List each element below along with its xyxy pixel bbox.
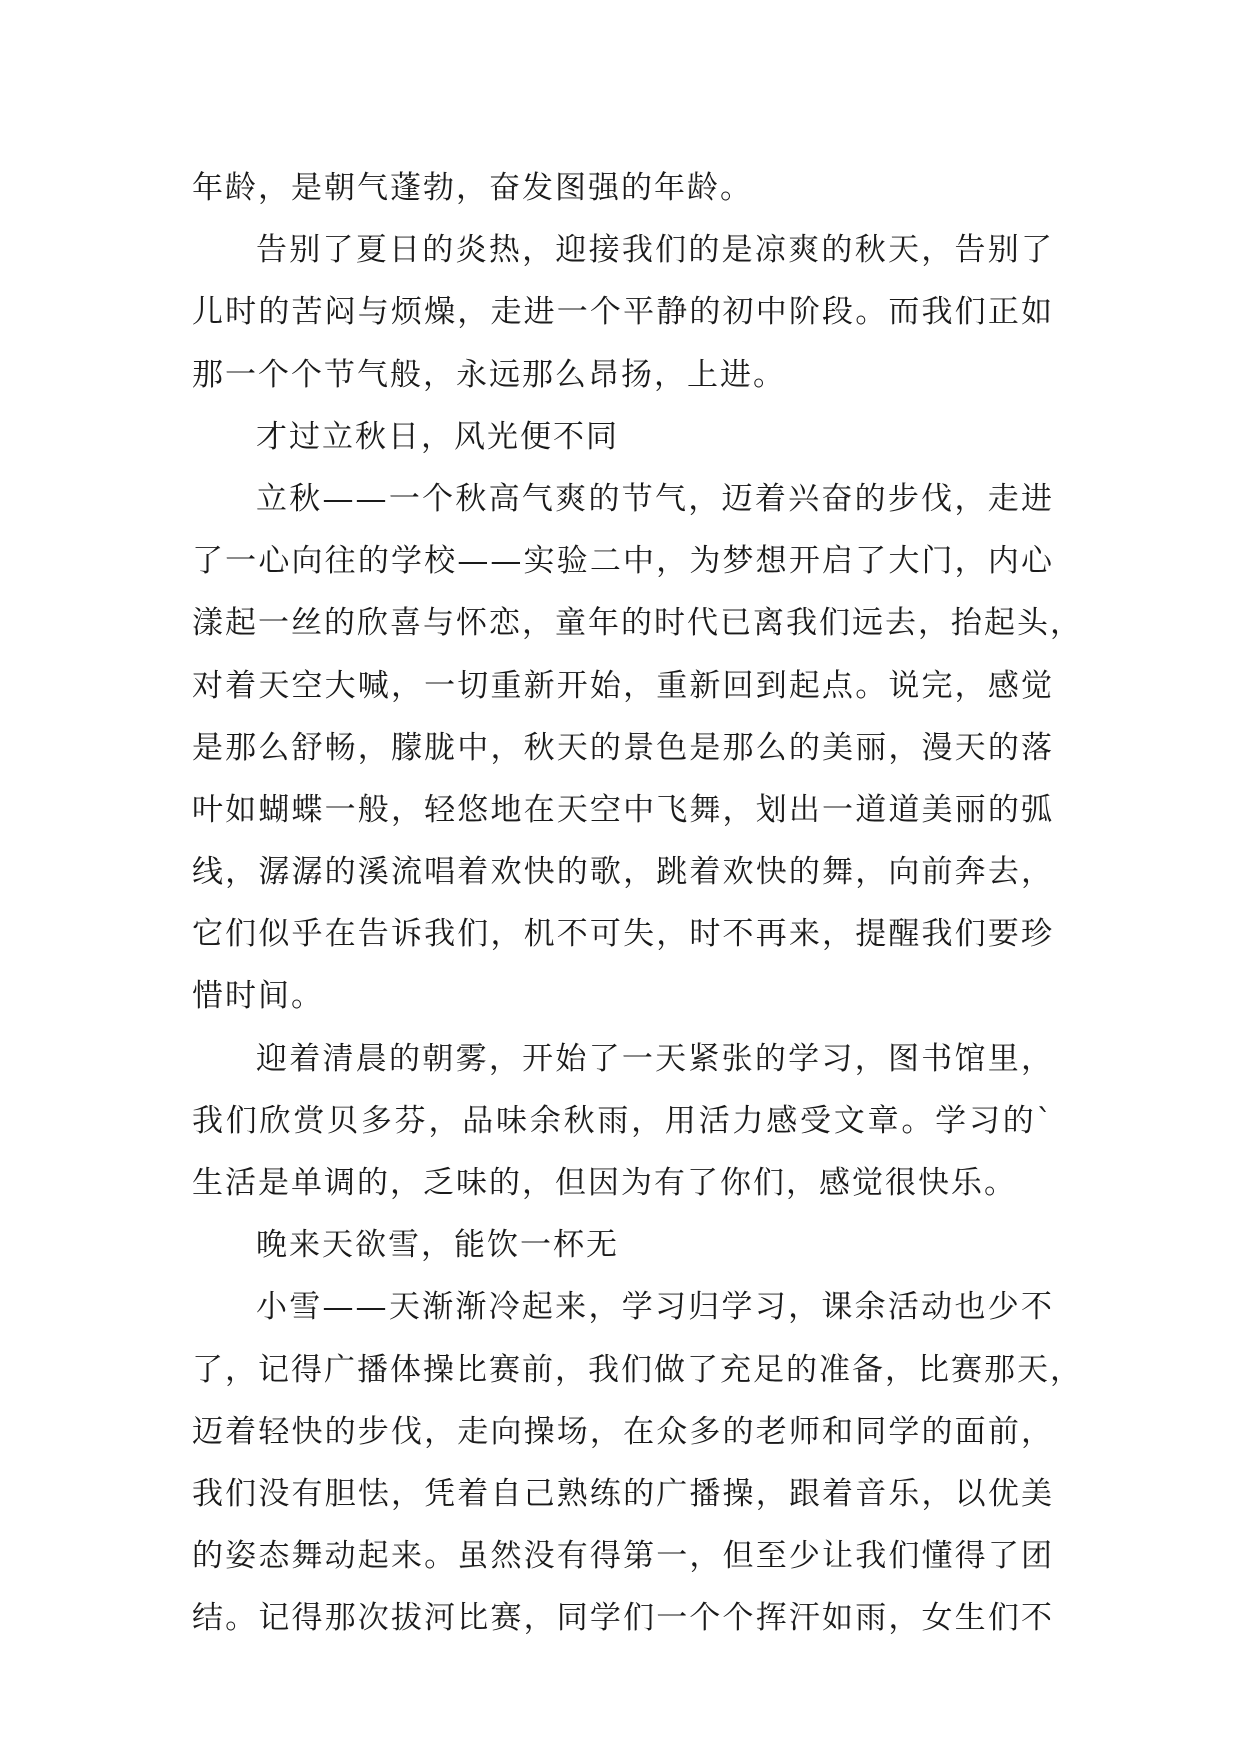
paragraph-4 xyxy=(192,1028,1054,1215)
text-line: 了，记得广播体操比赛前，我们做了充足的准备，比赛那天， xyxy=(192,1351,1083,1388)
text-line: 告别了夏日的炎热，迎接我们的是凉爽的秋天，告别了 xyxy=(256,232,1054,269)
text-line: 了一心向往的学校——实验二中，为梦想开启了大门，内心 xyxy=(192,543,1054,580)
text-line: 结。记得那次拔河比赛，同学们一个个挥汗如雨，女生们不 xyxy=(192,1600,1054,1637)
text-line: 它们似乎在告诉我们，机不可失，时不再来，提醒我们要珍 xyxy=(192,916,1054,953)
text-line: 我们没有胆怯，凭着自己熟练的广播操，跟着音乐，以优美 xyxy=(192,1475,1054,1512)
text-line: 线，潺潺的溪流唱着欢快的歌，跳着欢快的舞，向前奔去， xyxy=(192,854,1054,891)
text-line: 年龄，是朝气蓬勃，奋发图强的年龄。 xyxy=(192,170,753,206)
text-line: 是那么舒畅，朦胧中，秋天的景色是那么的美丽，漫天的落 xyxy=(192,729,1054,766)
text-line: 叶如蝴蝶一般，轻悠地在天空中飞舞，划出一道道美丽的弧 xyxy=(192,791,1054,828)
text-line: 立秋——一个秋高气爽的节气，迈着兴奋的步伐，走进 xyxy=(256,480,1054,517)
text-line: 小雪——天渐渐冷起来，学习归学习，课余活动也少不 xyxy=(256,1289,1054,1326)
document-body xyxy=(192,157,1083,1650)
text-line: 晚来天欲雪，能饮一杯无 xyxy=(256,1227,619,1264)
section-verse-2 xyxy=(192,1214,1054,1276)
text-line: 才过立秋日，风光便不同 xyxy=(256,418,619,455)
text-line: 迈着轻快的步伐，走向操场，在众多的老师和同学的面前， xyxy=(192,1413,1054,1450)
paragraph-5 xyxy=(192,1276,1083,1649)
text-line: 惜时间。 xyxy=(192,978,324,1015)
text-line: 我们欣赏贝多芬，品味余秋雨，用活力感受文章。学习的` xyxy=(192,1102,1054,1139)
text-line: 对着天空大喊，一切重新开始，重新回到起点。说完，感觉 xyxy=(192,667,1054,704)
paragraph-1 xyxy=(192,157,1054,219)
text-line: 那一个个节气般，永远那么昂扬，上进。 xyxy=(192,356,786,393)
paragraph-2 xyxy=(192,219,1054,406)
text-line: 生活是单调的，乏味的，但因为有了你们，感觉很快乐。 xyxy=(192,1165,1017,1201)
text-line: 迎着清晨的朝雾，开始了一天紧张的学习，图书馆里， xyxy=(256,1040,1054,1077)
text-line: 儿时的苦闷与烦燥，走进一个平静的初中阶段。而我们正如 xyxy=(192,294,1054,331)
text-line: 的姿态舞动起来。虽然没有得第一，但至少让我们懂得了团 xyxy=(192,1538,1054,1575)
text-line: 漾起一丝的欣喜与怀恋，童年的时代已离我们远去，抬起头， xyxy=(192,605,1083,642)
section-verse-1 xyxy=(192,406,1054,468)
paragraph-3 xyxy=(192,468,1083,1028)
